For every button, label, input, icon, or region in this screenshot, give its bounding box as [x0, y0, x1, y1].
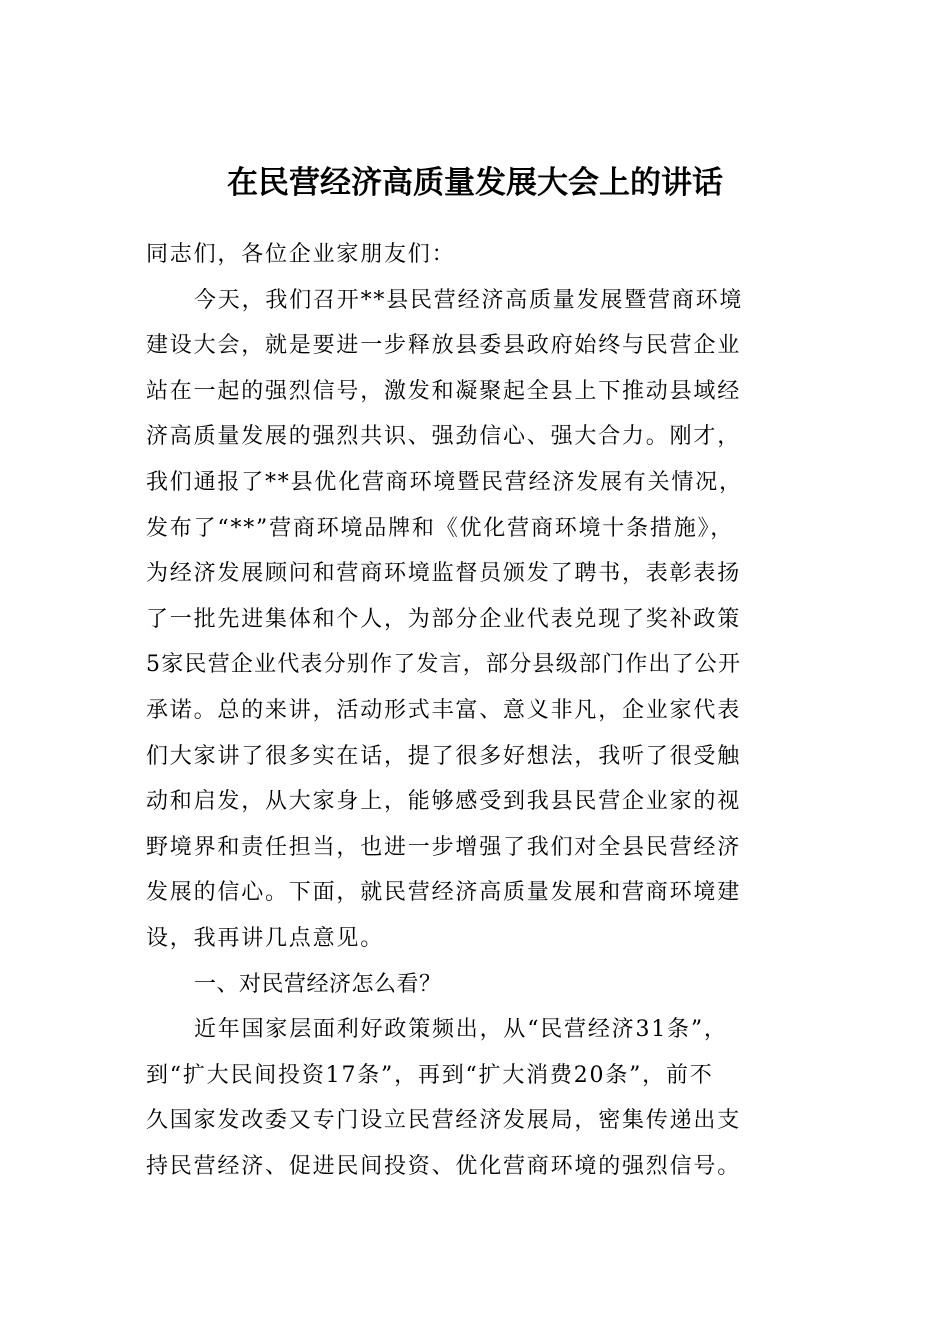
- paragraph-line: 济高质量发展的强烈共识、强劲信心、强大合力。刚才，: [146, 424, 742, 450]
- paragraph-line: 为经济发展顾问和营商环境监督员颁发了聘书，表彰表扬: [146, 561, 742, 587]
- paragraph-line: 了一批先进集体和个人，为部分企业代表兑现了奖补政策: [146, 606, 742, 632]
- paragraph-line: 久国家发改委又专门设立民营经济发展局，密集传递出支: [146, 1108, 742, 1134]
- paragraph-line: 们大家讲了很多实在话，提了很多好想法，我听了很受触: [146, 743, 742, 769]
- paragraph-line: 站在一起的强烈信号，激发和凝聚起全县上下推动县域经: [146, 378, 742, 404]
- salutation-line: 同志们，各位企业家朋友们：: [146, 242, 456, 267]
- section-heading: 一、对民营经济怎么看？: [194, 971, 442, 997]
- paragraph-line: 建设大会，就是要进一步释放县委县政府始终与民营企业: [146, 333, 742, 359]
- paragraph-line: 今天，我们召开**县民营经济高质量发展暨营商环境: [194, 287, 744, 313]
- document-title: 在民营经济高质量发展大会上的讲话: [227, 165, 723, 201]
- paragraph-line: 5家民营企业代表分别作了发言，部分县级部门作出了公开: [146, 652, 742, 678]
- paragraph-line: 承诺。总的来讲，活动形式丰富、意义非凡，企业家代表: [146, 697, 742, 723]
- paragraph-line: 发布了“**”营商环境品牌和《优化营商环境十条措施》，: [146, 515, 735, 541]
- paragraph-line: 设，我再讲几点意见。: [146, 925, 385, 951]
- paragraph-line: 发展的信心。下面，就民营经济高质量发展和营商环境建: [146, 880, 742, 906]
- paragraph-line: 野境界和责任担当，也进一步增强了我们对全县民营经济: [146, 834, 742, 860]
- paragraph-line: 近年国家层面利好政策频出，从“民营经济31条”，: [194, 1017, 728, 1043]
- document-body: [146, 232, 806, 1189]
- paragraph-line: 动和启发，从大家身上，能够感受到我县民营企业家的视: [146, 789, 742, 815]
- paragraph-line: 我们通报了**县优化营商环境暨民营经济发展有关情况，: [146, 469, 743, 495]
- paragraph-line: 到“扩大民间投资17条”，再到“扩大消费20条”，前不: [146, 1062, 714, 1088]
- paragraph-line: 持民营经济、促进民间投资、优化营商环境的强烈信号。: [146, 1153, 742, 1179]
